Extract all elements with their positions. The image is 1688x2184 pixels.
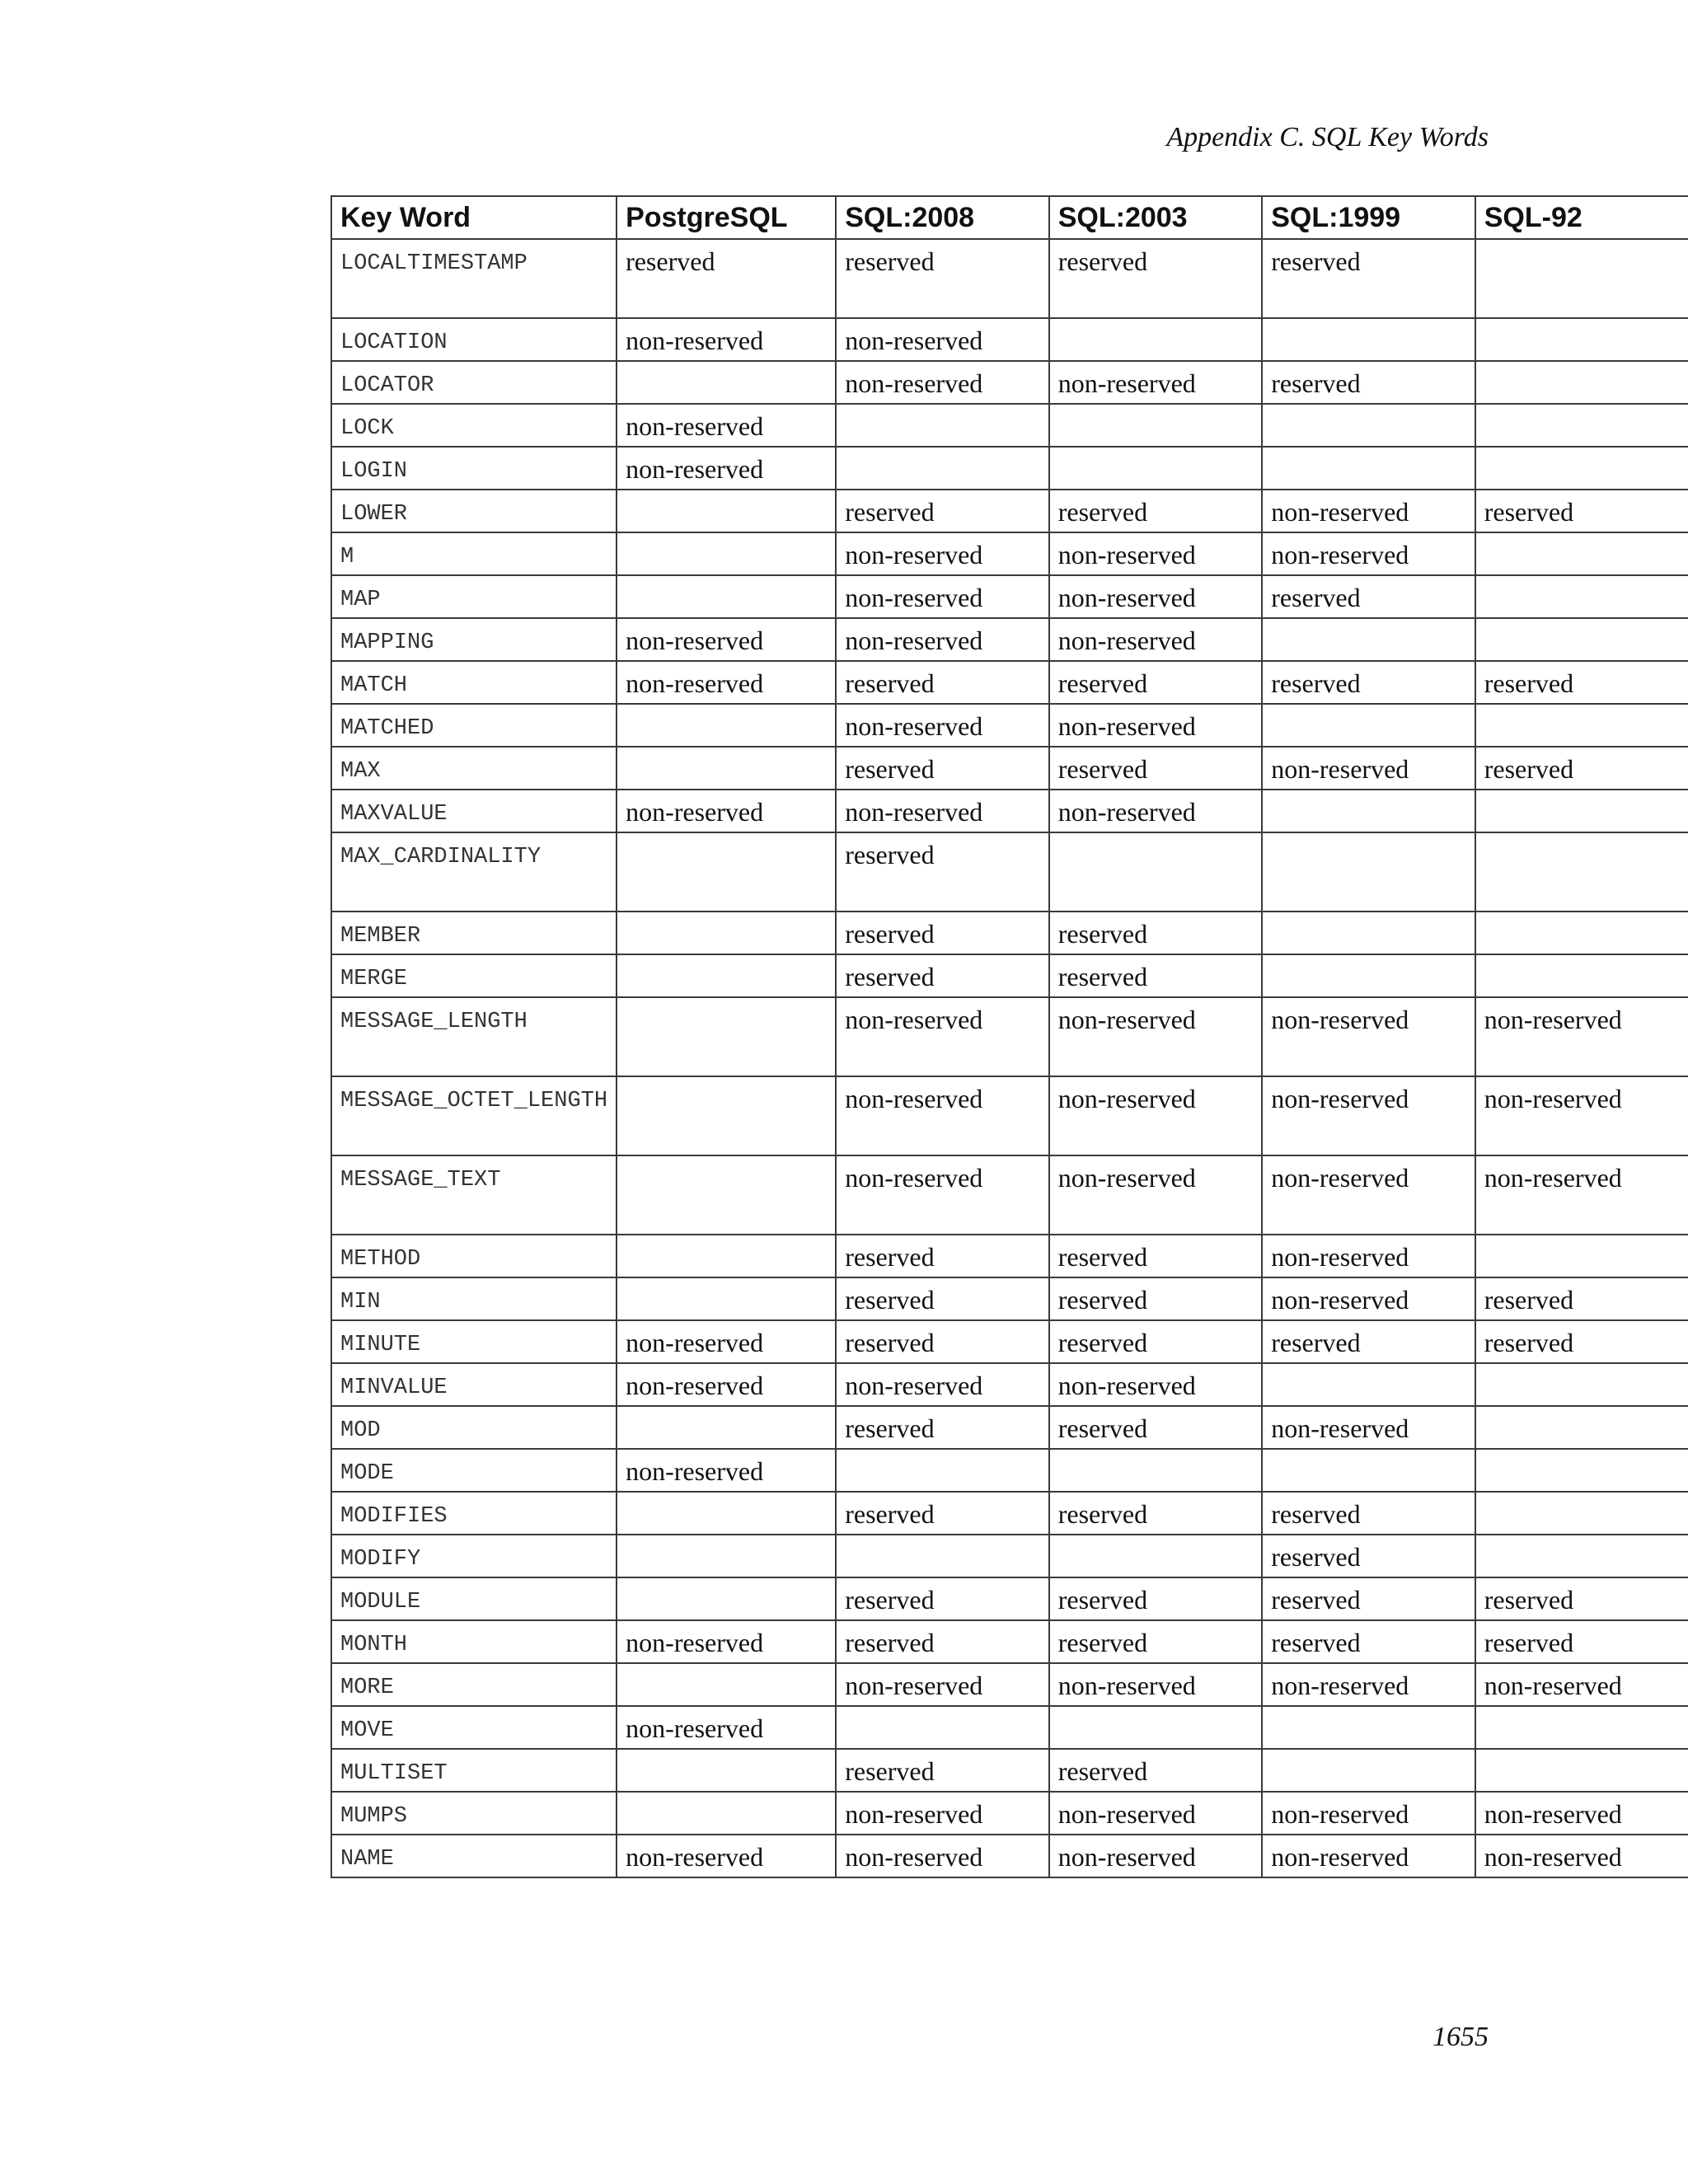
cell-sql2008: non-reserved [836,1155,1049,1235]
cell-keyword: MATCHED [331,704,617,747]
cell-sql2008: non-reserved [836,318,1049,361]
cell-sql92 [1475,318,1688,361]
cell-sql2008: reserved [836,1406,1049,1449]
cell-sql2003 [1049,318,1263,361]
table-row [331,1320,1688,1363]
table-row [331,1076,1688,1155]
cell-keyword: MINUTE [331,1320,617,1363]
table-row [331,1749,1688,1792]
cell-sql2003: non-reserved [1049,618,1263,661]
cell-postgresql: non-reserved [617,1363,836,1406]
cell-keyword: MODIFIES [331,1492,617,1535]
cell-sql92 [1475,447,1688,490]
cell-sql2003 [1049,404,1263,447]
cell-sql2003: reserved [1049,1406,1263,1449]
cell-sql92 [1475,1235,1688,1277]
cell-sql2008: reserved [836,1235,1049,1277]
cell-sql2008: reserved [836,1577,1049,1620]
cell-keyword: MOVE [331,1706,617,1749]
cell-postgresql [617,1492,836,1535]
cell-sql92: reserved [1475,1277,1688,1320]
cell-sql1999: non-reserved [1262,747,1475,790]
cell-keyword: MIN [331,1277,617,1320]
cell-sql1999: non-reserved [1262,1792,1475,1835]
cell-sql1999 [1262,404,1475,447]
cell-sql92: reserved [1475,747,1688,790]
cell-sql92: reserved [1475,1577,1688,1620]
table-row [331,747,1688,790]
cell-sql2008: reserved [836,1277,1049,1320]
table-row [331,790,1688,832]
cell-postgresql [617,361,836,404]
table-row [331,997,1688,1076]
cell-sql92: reserved [1475,661,1688,704]
cell-keyword: MAPPING [331,618,617,661]
cell-sql2003: reserved [1049,1749,1263,1792]
cell-keyword: NAME [331,1835,617,1877]
cell-sql1999: non-reserved [1262,490,1475,532]
cell-postgresql [617,832,836,912]
cell-sql2003 [1049,1449,1263,1492]
cell-postgresql: non-reserved [617,404,836,447]
column-header-postgresql: PostgreSQL [617,196,836,239]
table-row [331,1449,1688,1492]
cell-sql92: reserved [1475,1320,1688,1363]
cell-keyword: MAX_CARDINALITY [331,832,617,912]
cell-sql1999: reserved [1262,239,1475,318]
cell-sql2008 [836,1706,1049,1749]
cell-sql2008: reserved [836,1749,1049,1792]
column-header-key-word: Key Word [331,196,617,239]
cell-sql2008: non-reserved [836,790,1049,832]
column-header-sql2008: SQL:2008 [836,196,1049,239]
cell-sql1999 [1262,1706,1475,1749]
table-row [331,490,1688,532]
cell-sql2008: reserved [836,1320,1049,1363]
cell-postgresql [617,1155,836,1235]
cell-keyword: LOCATOR [331,361,617,404]
cell-sql1999 [1262,1449,1475,1492]
column-header-sql1999: SQL:1999 [1262,196,1475,239]
cell-postgresql: non-reserved [617,1449,836,1492]
table-row [331,661,1688,704]
cell-sql92 [1475,1492,1688,1535]
cell-keyword: MAXVALUE [331,790,617,832]
cell-sql92: non-reserved [1475,1663,1688,1706]
cell-sql2008: reserved [836,490,1049,532]
cell-postgresql: reserved [617,239,836,318]
cell-sql92 [1475,1706,1688,1749]
cell-keyword: LOCK [331,404,617,447]
cell-sql1999: non-reserved [1262,1835,1475,1877]
cell-sql1999 [1262,447,1475,490]
cell-sql2003: non-reserved [1049,997,1263,1076]
cell-sql92: non-reserved [1475,997,1688,1076]
cell-sql1999: non-reserved [1262,997,1475,1076]
cell-sql92 [1475,361,1688,404]
cell-keyword: LOWER [331,490,617,532]
cell-sql2008 [836,447,1049,490]
table-row [331,1235,1688,1277]
cell-sql2003: non-reserved [1049,1792,1263,1835]
table-row [331,575,1688,618]
cell-sql1999: reserved [1262,1577,1475,1620]
cell-sql2003: non-reserved [1049,1663,1263,1706]
cell-postgresql: non-reserved [617,1706,836,1749]
cell-keyword: MOD [331,1406,617,1449]
cell-sql2008: non-reserved [836,1663,1049,1706]
cell-sql1999 [1262,954,1475,997]
cell-sql1999 [1262,1749,1475,1792]
cell-keyword: LOCATION [331,318,617,361]
cell-postgresql: non-reserved [617,790,836,832]
cell-sql2003 [1049,1706,1263,1749]
cell-sql92: non-reserved [1475,1835,1688,1877]
table-row [331,1663,1688,1706]
cell-sql92 [1475,1363,1688,1406]
cell-sql2008 [836,1535,1049,1577]
cell-postgresql [617,704,836,747]
cell-sql2003: reserved [1049,239,1263,318]
cell-sql2003: non-reserved [1049,1076,1263,1155]
cell-sql1999: non-reserved [1262,1277,1475,1320]
cell-sql2003: reserved [1049,661,1263,704]
table-row [331,361,1688,404]
cell-sql92 [1475,532,1688,575]
cell-sql2008: reserved [836,747,1049,790]
cell-sql1999 [1262,912,1475,954]
table-row [331,1620,1688,1663]
table-row [331,1535,1688,1577]
cell-sql92 [1475,1406,1688,1449]
cell-keyword: MESSAGE_LENGTH [331,997,617,1076]
cell-sql1999: non-reserved [1262,1155,1475,1235]
table-row [331,618,1688,661]
cell-sql2008: non-reserved [836,1792,1049,1835]
cell-keyword: MODE [331,1449,617,1492]
cell-sql1999 [1262,318,1475,361]
page-header-title: Appendix C. SQL Key Words [1166,122,1489,152]
cell-sql92 [1475,912,1688,954]
cell-keyword: MESSAGE_OCTET_LENGTH [331,1076,617,1155]
table-row [331,318,1688,361]
table-row [331,1155,1688,1235]
cell-postgresql [617,1277,836,1320]
cell-sql92 [1475,1535,1688,1577]
cell-postgresql [617,747,836,790]
cell-sql92 [1475,704,1688,747]
cell-sql2008: non-reserved [836,997,1049,1076]
cell-sql2003: non-reserved [1049,790,1263,832]
cell-sql2003: reserved [1049,912,1263,954]
cell-sql2003: reserved [1049,1577,1263,1620]
cell-sql2003: non-reserved [1049,361,1263,404]
cell-sql2003 [1049,447,1263,490]
cell-sql2008: reserved [836,912,1049,954]
cell-sql2008 [836,1449,1049,1492]
cell-postgresql: non-reserved [617,447,836,490]
cell-sql1999 [1262,832,1475,912]
cell-sql92 [1475,832,1688,912]
cell-sql92 [1475,404,1688,447]
cell-postgresql [617,954,836,997]
cell-keyword: MAX [331,747,617,790]
table-row [331,404,1688,447]
cell-sql2003: non-reserved [1049,532,1263,575]
cell-keyword: MUMPS [331,1792,617,1835]
cell-postgresql [617,532,836,575]
cell-keyword: MAP [331,575,617,618]
cell-sql2008: non-reserved [836,704,1049,747]
column-header-sql2003: SQL:2003 [1049,196,1263,239]
table-row [331,532,1688,575]
table-row [331,1577,1688,1620]
cell-sql1999: non-reserved [1262,1235,1475,1277]
cell-keyword: MEMBER [331,912,617,954]
cell-sql1999: reserved [1262,361,1475,404]
cell-sql1999: non-reserved [1262,1663,1475,1706]
table-row [331,832,1688,912]
cell-sql2008: non-reserved [836,532,1049,575]
cell-sql2008: reserved [836,954,1049,997]
cell-postgresql [617,575,836,618]
cell-sql2008: non-reserved [836,1076,1049,1155]
cell-sql1999: non-reserved [1262,1406,1475,1449]
cell-postgresql: non-reserved [617,661,836,704]
table-row [331,1835,1688,1877]
cell-keyword: M [331,532,617,575]
cell-postgresql [617,1749,836,1792]
cell-keyword: MULTISET [331,1749,617,1792]
cell-keyword: MORE [331,1663,617,1706]
cell-sql1999: reserved [1262,1320,1475,1363]
table-row [331,1363,1688,1406]
cell-sql1999: reserved [1262,1620,1475,1663]
cell-sql2008: non-reserved [836,618,1049,661]
cell-postgresql [617,1235,836,1277]
cell-postgresql [617,1406,836,1449]
cell-sql92: reserved [1475,1620,1688,1663]
cell-sql2003: non-reserved [1049,1363,1263,1406]
cell-sql2003: non-reserved [1049,1155,1263,1235]
cell-keyword: MINVALUE [331,1363,617,1406]
cell-postgresql: non-reserved [617,1835,836,1877]
cell-sql2003: non-reserved [1049,704,1263,747]
cell-sql92 [1475,790,1688,832]
cell-sql2003: reserved [1049,1235,1263,1277]
page-number: 1655 [1432,2022,1489,2052]
cell-sql1999 [1262,790,1475,832]
table-header-row [331,196,1688,239]
cell-sql2003 [1049,1535,1263,1577]
cell-sql2008 [836,404,1049,447]
cell-sql2008: non-reserved [836,361,1049,404]
cell-sql2003: reserved [1049,490,1263,532]
cell-sql92 [1475,575,1688,618]
cell-postgresql [617,1792,836,1835]
cell-keyword: METHOD [331,1235,617,1277]
cell-sql1999 [1262,1363,1475,1406]
cell-sql2003: non-reserved [1049,575,1263,618]
table-row [331,1706,1688,1749]
cell-sql1999: reserved [1262,661,1475,704]
table-body [331,239,1688,1877]
cell-sql92: reserved [1475,490,1688,532]
table-row [331,1277,1688,1320]
cell-sql2003: reserved [1049,1277,1263,1320]
cell-sql2008: non-reserved [836,575,1049,618]
cell-postgresql [617,1076,836,1155]
table-row [331,1406,1688,1449]
cell-keyword: MODULE [331,1577,617,1620]
cell-sql92: non-reserved [1475,1155,1688,1235]
cell-sql1999 [1262,704,1475,747]
cell-keyword: MONTH [331,1620,617,1663]
cell-postgresql [617,1663,836,1706]
cell-keyword: LOCALTIMESTAMP [331,239,617,318]
table-row [331,1792,1688,1835]
cell-sql2008: non-reserved [836,1363,1049,1406]
cell-sql2003: reserved [1049,1620,1263,1663]
table-row [331,954,1688,997]
cell-sql1999: reserved [1262,1535,1475,1577]
table-row [331,912,1688,954]
table-row [331,704,1688,747]
cell-sql2003: reserved [1049,954,1263,997]
table-row [331,239,1688,318]
column-header-sql92: SQL-92 [1475,196,1688,239]
cell-sql2003 [1049,832,1263,912]
cell-sql92 [1475,1749,1688,1792]
table-row [331,1492,1688,1535]
cell-sql92 [1475,618,1688,661]
cell-sql2008: reserved [836,661,1049,704]
cell-sql1999: reserved [1262,1492,1475,1535]
cell-keyword: LOGIN [331,447,617,490]
cell-postgresql: non-reserved [617,1620,836,1663]
keywords-table [331,195,1688,1878]
cell-sql1999: reserved [1262,575,1475,618]
cell-sql2008: reserved [836,832,1049,912]
cell-sql2008: reserved [836,239,1049,318]
cell-sql1999: non-reserved [1262,1076,1475,1155]
cell-keyword: MATCH [331,661,617,704]
cell-sql2003: reserved [1049,747,1263,790]
cell-sql1999: non-reserved [1262,532,1475,575]
cell-sql2003: reserved [1049,1492,1263,1535]
cell-postgresql [617,912,836,954]
cell-postgresql: non-reserved [617,1320,836,1363]
cell-postgresql: non-reserved [617,318,836,361]
cell-sql92: non-reserved [1475,1792,1688,1835]
cell-sql2003: reserved [1049,1320,1263,1363]
cell-postgresql [617,490,836,532]
cell-sql1999 [1262,618,1475,661]
cell-postgresql [617,997,836,1076]
cell-sql2008: non-reserved [836,1835,1049,1877]
table-row [331,447,1688,490]
cell-keyword: MERGE [331,954,617,997]
cell-sql92 [1475,239,1688,318]
cell-keyword: MESSAGE_TEXT [331,1155,617,1235]
cell-sql92 [1475,1449,1688,1492]
cell-postgresql [617,1535,836,1577]
cell-sql2008: reserved [836,1620,1049,1663]
cell-postgresql: non-reserved [617,618,836,661]
cell-postgresql [617,1577,836,1620]
cell-sql92 [1475,954,1688,997]
cell-keyword: MODIFY [331,1535,617,1577]
cell-sql2008: reserved [836,1492,1049,1535]
cell-sql92: non-reserved [1475,1076,1688,1155]
cell-sql2003: non-reserved [1049,1835,1263,1877]
